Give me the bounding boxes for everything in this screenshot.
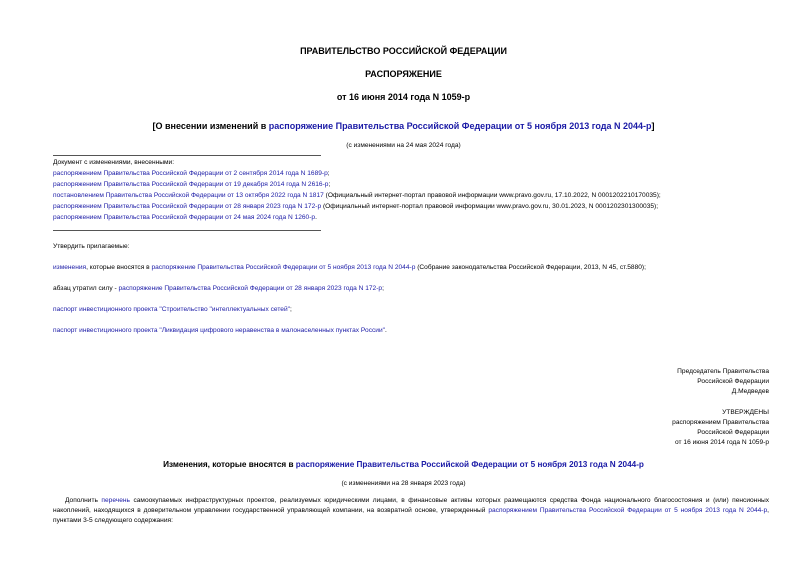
document-date-number: от 16 июня 2014 года N 1059-р (336, 92, 471, 102)
government-title: ПРАВИТЕЛЬСТВО РОССИЙСКОЙ ФЕДЕРАЦИИ (300, 46, 507, 56)
amendment-item (53, 214, 317, 221)
amendment-link[interactable]: распоряжением Правительства Российской Федерации от 19 декабря 2014 года N 2616-р (53, 181, 329, 188)
amendment-tail: . (315, 214, 317, 221)
list-link[interactable]: перечень (101, 497, 130, 504)
smart-grid-passport-link[interactable]: паспорт инвестиционного проекта "Строительство "интеллектуальных сетей" (53, 306, 290, 313)
approved-line-3: Российской Федерации (697, 429, 769, 436)
changes-revision: (с изменениями на 28 января 2023 года) (341, 480, 466, 487)
changes-link[interactable]: изменения (53, 264, 87, 271)
amendments-title: Документ с изменениями, внесенными: (53, 159, 175, 166)
changes-title-link[interactable]: распоряжение Правительства Российской Федерации от 5 ноября 2013 года N 2044-р (295, 460, 644, 469)
amendment-link[interactable]: распоряжением Правительства Российской Федерации от 2 сентября 2014 года N 1689-р (53, 170, 328, 177)
approved-heading: УТВЕРЖДЕНЫ (722, 409, 769, 416)
subject-suffix: ] (651, 121, 655, 131)
amendment-link[interactable]: распоряжением Правительства Российской Федерации от 28 января 2023 года N 172-р (53, 203, 322, 210)
changes-title (0, 460, 807, 469)
signature-country: Российской Федерации (697, 378, 769, 385)
item4-tail: . (385, 327, 387, 334)
order-172-link[interactable]: распоряжение Правительства Российской Федерации от 28 января 2023 года N 172-р (118, 285, 383, 292)
signature-position: Председатель Правительства (677, 368, 769, 375)
amendment-tail: ; (328, 181, 331, 188)
para-tail: , пунктами 3-5 следующего содержания: (53, 507, 769, 524)
divider-bottom (53, 230, 321, 231)
item3-tail: ; (289, 306, 292, 313)
document-subject (0, 121, 807, 131)
item2-pre: абзац утратил силу - (53, 285, 119, 292)
document-type: РАСПОРЯЖЕНИЕ (365, 69, 442, 79)
approved-line-2: распоряжением Правительства (672, 419, 769, 426)
amendment-link[interactable]: постановлением Правительства Российской Федерации от 13 октября 2022 года N 1817 (53, 192, 324, 199)
approved-item-1 (53, 264, 646, 271)
amendment-link[interactable]: распоряжением Правительства Российской Федерации от 24 мая 2024 года N 1260-р (53, 214, 316, 221)
changes-title-prefix: Изменения, которые вносятся в (163, 460, 296, 469)
divider-top (53, 155, 321, 156)
para-pre: Дополнить (65, 497, 102, 504)
approved-item-4 (53, 327, 387, 334)
amendment-item (53, 203, 658, 210)
item1-mid: , которые вносятся в (86, 264, 152, 271)
approve-text: Утвердить прилагаемые: (53, 243, 130, 250)
approved-line-4: от 16 июня 2014 года N 1059-р (675, 439, 769, 446)
item2-tail: ; (382, 285, 384, 292)
amendment-tail: (Официальный интернет-портал правовой информации www.pravo.gov.ru, 17.10.2022, N 0001202210170035); (323, 192, 661, 199)
subject-prefix: [О внесении изменений в (152, 121, 269, 131)
amendment-tail: ; (327, 170, 330, 177)
revision-note: (с изменениями на 24 мая 2024 года) (346, 142, 461, 149)
approved-item-2 (53, 285, 384, 292)
changes-paragraph (53, 496, 769, 526)
amendment-item (53, 181, 330, 188)
approved-item-3 (53, 306, 292, 313)
item1-tail: (Собрание законодательства Российской Федерации, 2013, N 45, ст.5880); (415, 264, 646, 271)
order-2044-link-2[interactable]: распоряжением Правительства Российской Федерации от 5 ноября 2013 года N 2044-р (488, 507, 768, 514)
order-2044-link[interactable]: распоряжение Правительства Российской Федерации от 5 ноября 2013 года N 2044-р (151, 264, 416, 271)
amendment-tail: (Официальный интернет-портал правовой информации www.pravo.gov.ru, 30.01.2023, N 0001202301300035); (321, 203, 659, 210)
subject-link[interactable]: распоряжение Правительства Российской Федерации от 5 ноября 2013 года N 2044-р (268, 121, 652, 131)
amendment-item (53, 192, 661, 199)
digital-divide-passport-link[interactable]: паспорт инвестиционного проекта "Ликвидация цифрового неравенства в малонаселенных пунктах России" (53, 327, 386, 334)
signature-name: Д.Медведев (731, 388, 769, 395)
amendment-item (53, 170, 330, 177)
para-mid: самоокупаемых инфраструктурных проектов, реализуемых юридическими лицами, в финансовые активы которых размещаются средства Фонда национального благосостояния и (или) пенсионных накоплений, находящихся в доверительном управлении государственной управляющей компании, на возвратной основе, утвержденный (53, 497, 770, 514)
